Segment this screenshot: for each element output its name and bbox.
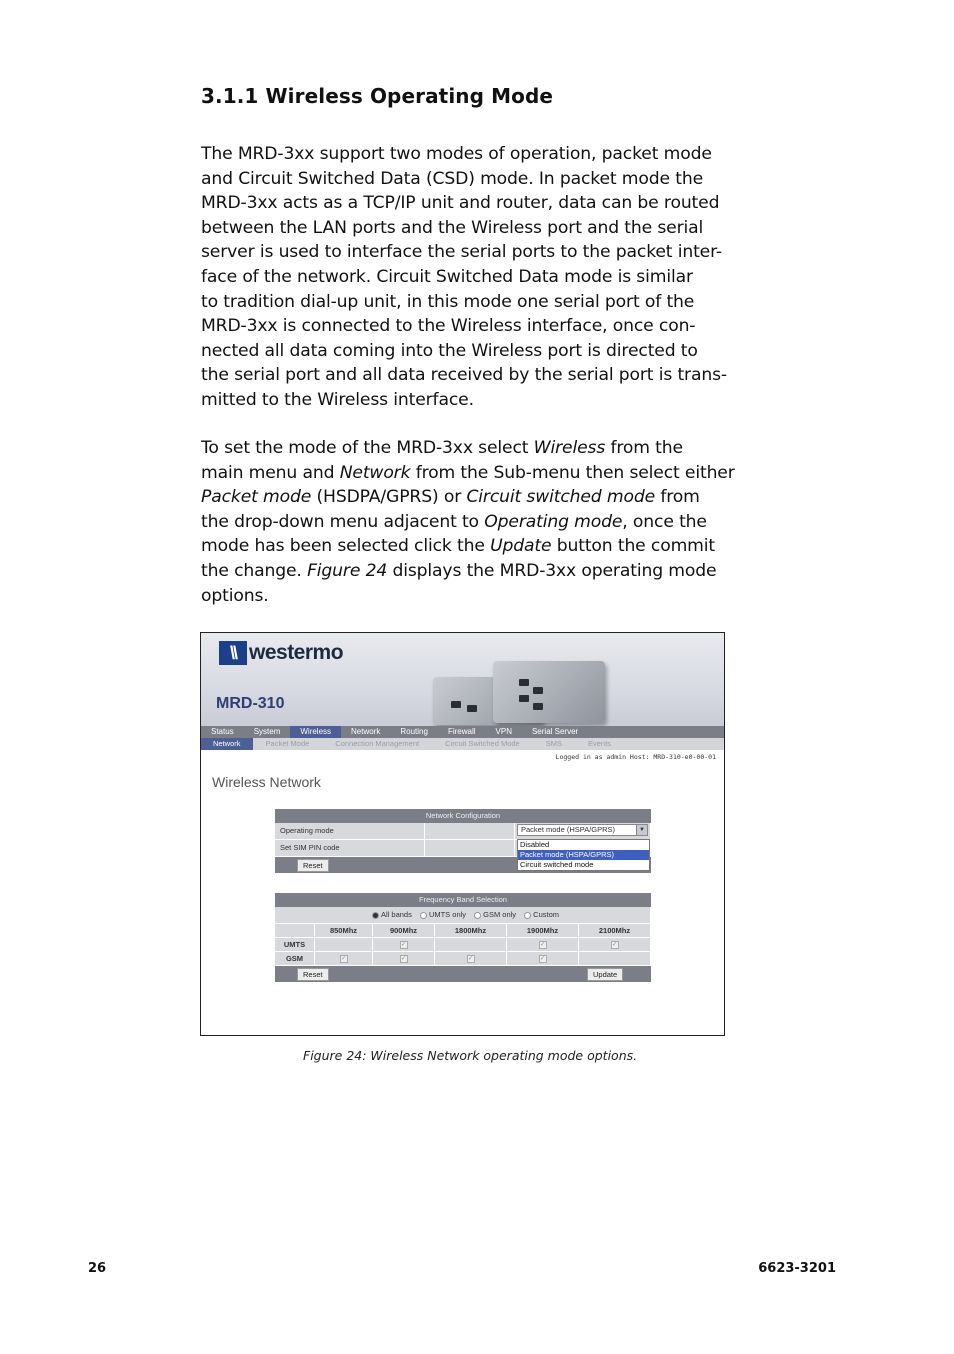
text-line: nected all data coming into the Wireless port is directed to [201,340,698,361]
empty-cell [315,938,373,951]
frequency-band-table [275,893,651,982]
submenu-sms[interactable]: SMS [545,739,562,748]
checkbox-gsm-1800[interactable]: ✓ [467,956,474,963]
checkbox-cell [315,952,373,965]
main-menu [201,726,724,738]
table-row [275,823,651,840]
paragraph-operation-modes [201,142,731,413]
menu-serial-server[interactable]: Serial Server [531,727,579,736]
checkbox-cell [373,938,435,951]
menu-vpn[interactable]: VPN [495,727,512,736]
paragraph-set-mode [201,436,735,608]
text-line: MRD-3xx acts as a TCP/IP unit and router, data can be routed [201,193,720,214]
option-packet-mode[interactable]: Packet mode (HSPA/GPRS) [518,850,649,860]
router-device-image [493,661,605,723]
gsm-row [275,952,651,966]
text-line: options. [201,585,269,606]
radio-group [275,907,651,923]
checkbox-umts-2100[interactable]: ✓ [611,942,618,949]
submenu-connection-management[interactable]: Connection Management [335,739,420,748]
radio-all-bands[interactable] [372,912,379,919]
sim-pin-input[interactable] [425,840,515,856]
checkbox-cell [435,952,507,965]
page-title: Wireless Network [212,774,321,790]
row-label: UMTS [275,938,315,951]
operating-mode-select[interactable]: Packet mode (HSPA/GPRS) ▼ [517,824,648,836]
row-label: Set SIM PIN code [275,840,425,856]
westermo-logo [219,639,343,667]
submenu-network[interactable]: Network [201,738,253,750]
column-header-row [275,924,651,938]
column-header: 900Mhz [373,924,435,937]
menu-firewall[interactable]: Firewall [447,727,476,736]
model-title: MRD-310 [216,695,285,712]
reset-button[interactable]: Reset [297,968,329,981]
text-line: the change. Figure 24 displays the MRD-3xx operating mode [201,560,717,581]
radio-label: All bands [380,910,412,919]
logo-mark-icon: \\ [219,641,247,665]
table-header: Network Configuration [275,809,651,823]
logo-wordmark: westermo [249,641,344,664]
checkbox-cell [373,952,435,965]
text-line: the drop-down menu adjacent to Operating mode, once the [201,511,707,532]
option-circuit-switched[interactable]: Circuit switched mode [520,860,594,869]
menu-system[interactable]: System [253,727,281,736]
checkbox-gsm-1900[interactable]: ✓ [539,956,546,963]
radio-umts-only[interactable] [420,912,427,919]
radio-custom[interactable] [524,912,531,919]
checkbox-gsm-900[interactable]: ✓ [400,956,407,963]
radio-label: UMTS only [428,910,467,919]
text-line: Packet mode (HSDPA/GPRS) or Circuit switched mode from [201,487,700,508]
text-line: To set the mode of the MRD-3xx select Wireless from the [201,438,683,458]
text-line: main menu and Network from the Sub-menu then select either [201,462,735,483]
operating-mode-dropdown [517,839,650,871]
option-disabled[interactable]: Disabled [520,840,550,849]
button-bar [275,966,651,982]
login-status: Logged in as admin Host: MRD-310-e0-00-01 [555,753,716,761]
section-heading: 3.1.1 Wireless Operating Mode [201,84,554,108]
text-line: to tradition dial-up unit, in this mode one serial port of the [201,291,695,312]
menu-routing[interactable]: Routing [400,727,428,736]
radio-label: GSM only [483,910,517,919]
umts-row [275,938,651,952]
spacer-cell [425,823,515,839]
column-header: 2100Mhz [579,924,651,937]
column-header: 1900Mhz [507,924,579,937]
text-line: face of the network. Circuit Switched Data mode is similar [201,266,693,287]
text-line: mode has been selected click the Update button the commit [201,536,715,557]
text-line: server is used to interface the serial ports to the packet inter- [201,242,722,263]
corner-cell [275,924,315,937]
reset-button[interactable]: Reset [297,859,329,872]
checkbox-umts-1900[interactable]: ✓ [539,942,546,949]
column-header: 1800Mhz [435,924,507,937]
chevron-down-icon[interactable]: ▼ [636,825,647,835]
band-radio-row [275,907,651,924]
menu-wireless[interactable]: Wireless [290,726,341,738]
submenu-events[interactable]: Events [588,739,611,748]
banner [201,633,724,726]
table-header: Frequency Band Selection [275,893,651,907]
text-line: and Circuit Switched Data (CSD) mode. In packet mode the [201,168,703,189]
submenu-packet-mode[interactable]: Packet Mode [265,739,310,748]
row-label: Operating mode [275,823,425,839]
radio-gsm-only[interactable] [474,912,481,919]
empty-cell [579,952,651,965]
checkbox-cell [507,952,579,965]
radio-label: Custom [533,910,559,919]
page-number: 26 [88,1261,107,1276]
text-line: mitted to the Wireless interface. [201,389,474,410]
submenu-circuit-switched-mode[interactable]: Circuit Switched Mode [445,739,520,748]
menu-network[interactable]: Network [351,727,381,736]
text-line: the serial port and all data received by the serial port is trans- [201,365,727,386]
sub-menu [201,738,724,750]
menu-status[interactable]: Status [211,727,234,736]
row-label: GSM [275,952,315,965]
column-header: 850Mhz [315,924,373,937]
text-line: The MRD-3xx support two modes of operation, packet mode [201,144,712,164]
figure-caption: Figure 24: Wireless Network operating mode options. [303,1048,638,1063]
text-line: between the LAN ports and the Wireless port and the serial [201,217,704,238]
figure-screenshot [200,632,725,1036]
checkbox-umts-900[interactable]: ✓ [400,942,407,949]
checkbox-gsm-850[interactable]: ✓ [340,956,347,963]
text-line: MRD-3xx is connected to the Wireless interface, once con- [201,316,696,337]
update-button[interactable]: Update [587,968,623,981]
checkbox-cell [579,938,651,951]
document-number: 6623-3201 [758,1261,836,1276]
checkbox-cell [507,938,579,951]
empty-cell [435,938,507,951]
